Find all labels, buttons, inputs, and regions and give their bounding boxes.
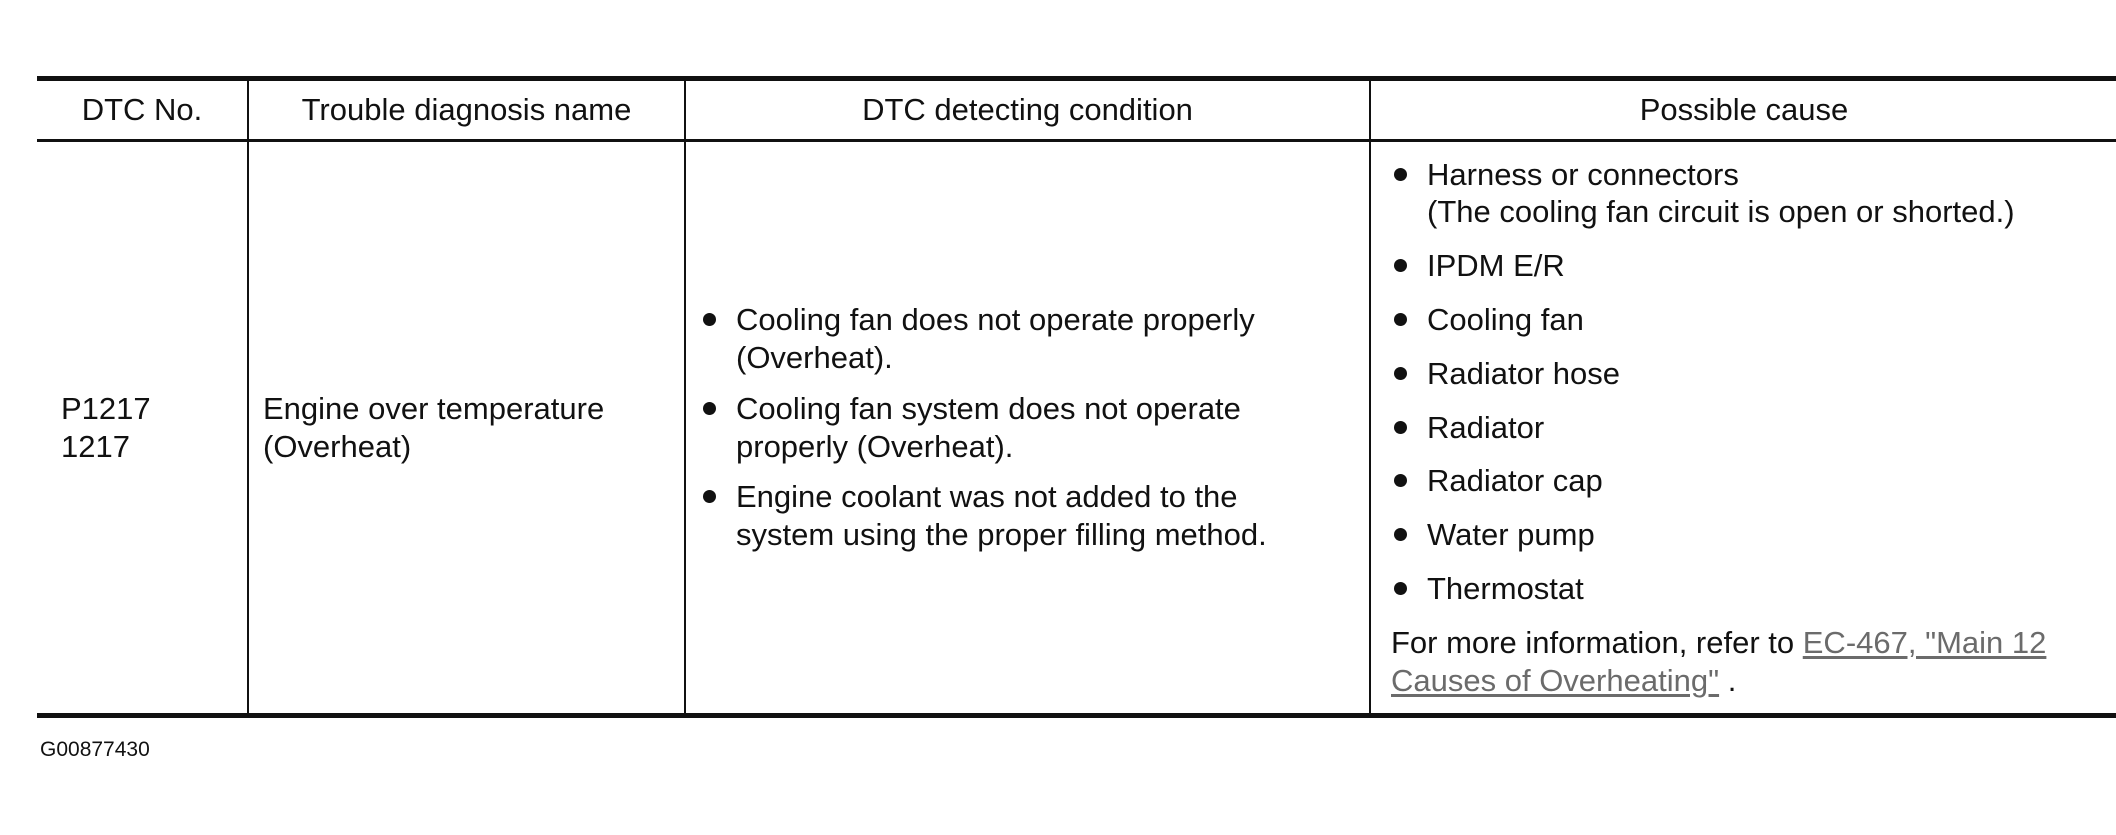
diagnosis-name-line: (Overheat) [263,428,412,464]
cause-text: Radiator hose [1427,355,1621,391]
list-item [1391,570,2116,608]
dtc-no-cell [37,141,248,716]
list-item [1391,409,2116,447]
cause-text: Thermostat [1427,571,1584,607]
cause-text: IPDM E/R [1427,248,1565,284]
cause-text: Harness or connectors [1427,156,1739,192]
diagnosis-name-cell [248,141,685,716]
list-item [700,390,1355,466]
header-possible-cause: Possible cause [1370,79,2116,141]
condition-text: system using the proper filling method. [736,517,1267,553]
list-item [700,478,1355,554]
list-item [1391,156,2116,232]
dtc-table [37,76,2116,718]
dtc-code: P1217 [61,390,151,426]
table-row [37,141,2116,716]
ec-467-reference-link[interactable]: EC-467, "Main 12 Causes of Overheating" [1391,624,2047,698]
more-info-suffix: . [1719,662,1737,698]
dtc-code-alt: 1217 [61,428,130,464]
cause-list [1391,156,2116,608]
condition-list [700,301,1355,554]
cause-text: Radiator cap [1427,463,1603,499]
list-item [1391,247,2116,285]
list-item [1391,516,2116,554]
diagnosis-name-line: Engine over temperature [263,390,605,426]
list-item [1391,462,2116,500]
table-header-row [37,79,2116,141]
cause-text: Radiator [1427,409,1545,445]
cause-text: Cooling fan [1427,301,1584,337]
header-trouble-diagnosis-name: Trouble diagnosis name [248,79,685,141]
header-dtc-detecting-condition: DTC detecting condition [685,79,1370,141]
condition-text: Cooling fan system does not operate [736,390,1241,426]
cause-text: Water pump [1427,517,1595,553]
list-item [700,301,1355,377]
figure-id: G00877430 [40,738,150,761]
condition-text: (Overheat). [736,339,893,375]
possible-cause-cell [1370,141,2116,716]
cause-text: (The cooling fan circuit is open or shorted.) [1427,194,2015,230]
condition-text: Cooling fan does not operate properly [736,302,1255,338]
condition-text: Engine coolant was not added to the [736,479,1238,515]
more-info-prefix: For more information, refer to [1391,624,1803,660]
list-item [1391,301,2116,339]
detecting-condition-cell [685,141,1370,716]
list-item [1391,355,2116,393]
condition-text: properly (Overheat). [736,428,1014,464]
more-info-note [1391,624,2091,700]
header-dtc-no: DTC No. [37,79,248,141]
